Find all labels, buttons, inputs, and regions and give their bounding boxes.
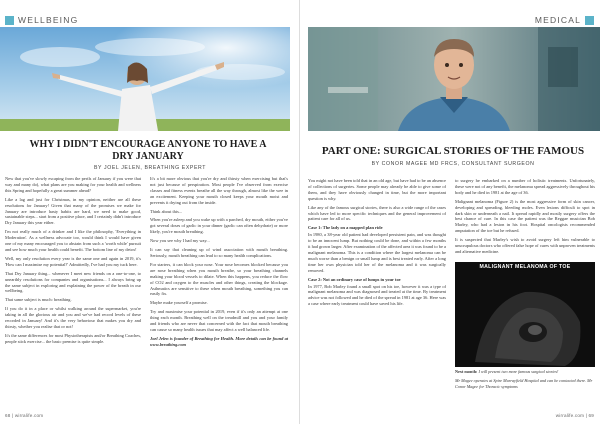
article-column-2 xyxy=(150,176,288,351)
paragraph: New that you've slowly escaping from the perils of January if you were that way and many do), what plans are you making for your health and wellness this Spring and hopefully a great summer ahead? xyxy=(5,176,141,193)
wellbeing-section-header xyxy=(5,13,78,27)
paragraph: Like any of the famous surgical stories, there is also a wide range of the cases which have led to more specific techniques and the general improvement of patient care for all of us. xyxy=(308,204,446,222)
square-icon xyxy=(585,16,594,25)
paragraph: That same subject is much: breathing. xyxy=(5,297,72,303)
square-icon xyxy=(5,16,14,25)
article-column-2 xyxy=(455,178,595,260)
paragraph: It can say that cleaning up of wind association with mouth breathing. Seriously, mouth breathing can lead to so many health complications. xyxy=(150,247,288,258)
article-title: WHY I DIDN'T ENCOURAGE ANYONE TO HAVE A DRY JANUARY xyxy=(29,139,267,162)
case-heading: Case 1: The lady on a mapped plan ride xyxy=(308,225,383,231)
section-label: WELLBEING xyxy=(18,15,79,25)
paragraph: Think about this... xyxy=(150,208,183,214)
paragraph: It's a bit more obvious that you're dry and thirsty when exercising but that's not just because of perspiration. Most people I've observed from exercise classes and fitness events breathe all the way through, almost like the wee in an excitement. Keeping your mouth closed keeps your mouth moist and prevents it drying out from the inside. xyxy=(150,176,288,205)
figure-caption xyxy=(455,369,595,389)
article-byline: BY JOEL JELEN, BREATHING EXPERT xyxy=(93,165,207,171)
paragraph: When you're asleep and you wake up with a parched, dry mouth, either you've got several doses of garlic in your dinner (garlic can often dehydrate) or more likely, you're mouth breathing. xyxy=(150,217,288,235)
page-folio: 68 | wirralife.com xyxy=(5,413,44,418)
paragraph: to surgery he embarked on a number of holistic treatments. Unfortunately, these were not of any benefit, the melanoma spread aggressively throughout his body and he died in 1981 at the age of 36. xyxy=(455,178,595,195)
article-column-1 xyxy=(308,178,446,310)
section-label: MEDICAL xyxy=(534,15,581,25)
page-folio: wirralife.com | 69 xyxy=(555,413,594,418)
paragraph: That Dry January thing... whenever I meet new friends on a one-to-one, to unearthly resolutions for companies and organisations... I always bring up the same subject in exploring and explaining the power of the breath in our wellbeing. xyxy=(5,270,141,294)
woman-breathing-photo xyxy=(0,27,290,131)
paragraph: In 1977, Bob Marley found a small spot on his toe, however it was a type of malignant melanoma and was diagnosed and treated at the time. By treatment advice was not followed and he died of the spread in 1981 at age 36. Here was a case where early treatment could have saved his life. xyxy=(308,283,446,307)
right-page xyxy=(300,0,600,424)
paragraph: Maybe make yourself a promise. xyxy=(150,300,208,306)
caption-text: I will present two more famous surgical stories! xyxy=(478,369,559,374)
paragraph: Like a lag and just for Christmas, in my opinion, neither are all these resolutions for January! Given that many of the promises we make for January are introduce hasty habits are hard, we need to make good, sustainable steps... start from a positive place, and I certainly didn't introduce Dry January this year either. xyxy=(5,196,141,226)
paragraph: Now you see why I had my way... xyxy=(150,238,210,244)
paragraph: Try and maximise your potential in 2019, even if it's only an attempt at one thing each month. Breathing well on the treadmill and you and your family and friends who are never that concerned with the fact that mouth breathing can cause so many health issues that may affect a well balanced life. xyxy=(150,309,288,332)
article-title: PART ONE: SURGICAL STORIES OF THE FAMOUS xyxy=(321,145,585,157)
caption-contact: Mr Magee operates at Spire Murrayfield Hospital and can be contacted there. Mr Conor Magee for Thoracic symptoms xyxy=(455,377,593,389)
paragraph: Malignant melanoma (Figure 2) is the most aggressive form of skin cancer, developing and spreading, bleeding moles. Even lesions difficult to spot in dark skin or underneath a nail. It spread rapidly and mostly surgery offers the best chance of cure. In this case the patient was the Reggae musician Bob Marley, who had a lesion in his foot. Hospital oncologists recommended amputation of the toe but he refused. xyxy=(455,198,595,234)
case-heading: Case 2: Not an ordinary case of lumps in your toe xyxy=(308,276,401,282)
article-column-1 xyxy=(5,176,141,348)
paragraph: In 1980, a 38-year old patient had developed persistent pain, and was thought to be an innocent lump. But nothing could be done, and within a few months it had grown larger. After examination of the affected area it was found to be a malignant melanoma. This is a condition where the largest melanoma can be much worse than a benign or small lump and is best treated early. After a long time her own physician told her of the melanoma and it was surgically removed. xyxy=(308,232,446,273)
woman-breathing-sky-image xyxy=(0,27,290,131)
author-bio: Joel Jelen is founder of Breathing for Health. More details can be found at www.breathing.com xyxy=(150,335,288,347)
surgeon-portrait-image xyxy=(308,27,600,131)
paragraph: For starters, it can block your nose. Your nose becomes blocked because you are nose breathing when you mouth breathe, so your breathing channels making your blood vessels to dilate. When this happens, you reduce the flow of CO2 and oxygen to the muscles and other things, creating the blockage. Asthmatics are sensitive to these when mouth breathing, something you can easily fix. xyxy=(150,261,288,297)
melanoma-xray-figure xyxy=(455,262,595,367)
caption-lead: Next month: xyxy=(455,369,478,374)
medical-section-header xyxy=(535,13,594,27)
paragraph: Well, my only resolution every year is the same one and again in 2019, it's 'How can I maximise my potential?' Admittedly, I've had you my tuck here. xyxy=(5,255,141,267)
figure-label: MALIGNANT MELANOMA OF TOE xyxy=(479,264,571,270)
surgeon-photo xyxy=(308,27,600,131)
paragraph: It is suspected that Marley's wish to avoid surgery left him vulnerable to unscrupulous doctors who offered false hope of cures with unproven treatments and alternative medicine. xyxy=(455,237,595,254)
toe-melanoma-image xyxy=(455,262,595,367)
article-byline: BY CONOR MAGEE MD FRCS, CONSULTANT SURGEON xyxy=(371,161,535,167)
paragraph: If you do it in a place or whilst walking around the supermarket, you're taking in all the glorious air and you and we've had record levels of these recorded in January! And it's the very behaviour that makes you dry and thirsty, whether you realise that or not! xyxy=(5,306,141,329)
paragraph: You might not have been told that in an old age, but have had to be an absence of collections of surgeries. Some people may already be able to give some of them, and they have obviously changed in time, but the more important question is why. xyxy=(308,178,446,201)
paragraph: I'm not really much of a drinker and I like the philosophy, 'Everything in Moderation'. As a wellness advocate too, would think I would have given one of my many encouraged you to abstain from such a 'worth while' pursuit and see how much your health could benefit. The bottom line of my detox! xyxy=(5,229,141,252)
paragraph: It's the same differences for most Physiotherapists and/or Breathing Coaches, people stick exercise... the basic premise is quite simple. xyxy=(5,332,141,344)
